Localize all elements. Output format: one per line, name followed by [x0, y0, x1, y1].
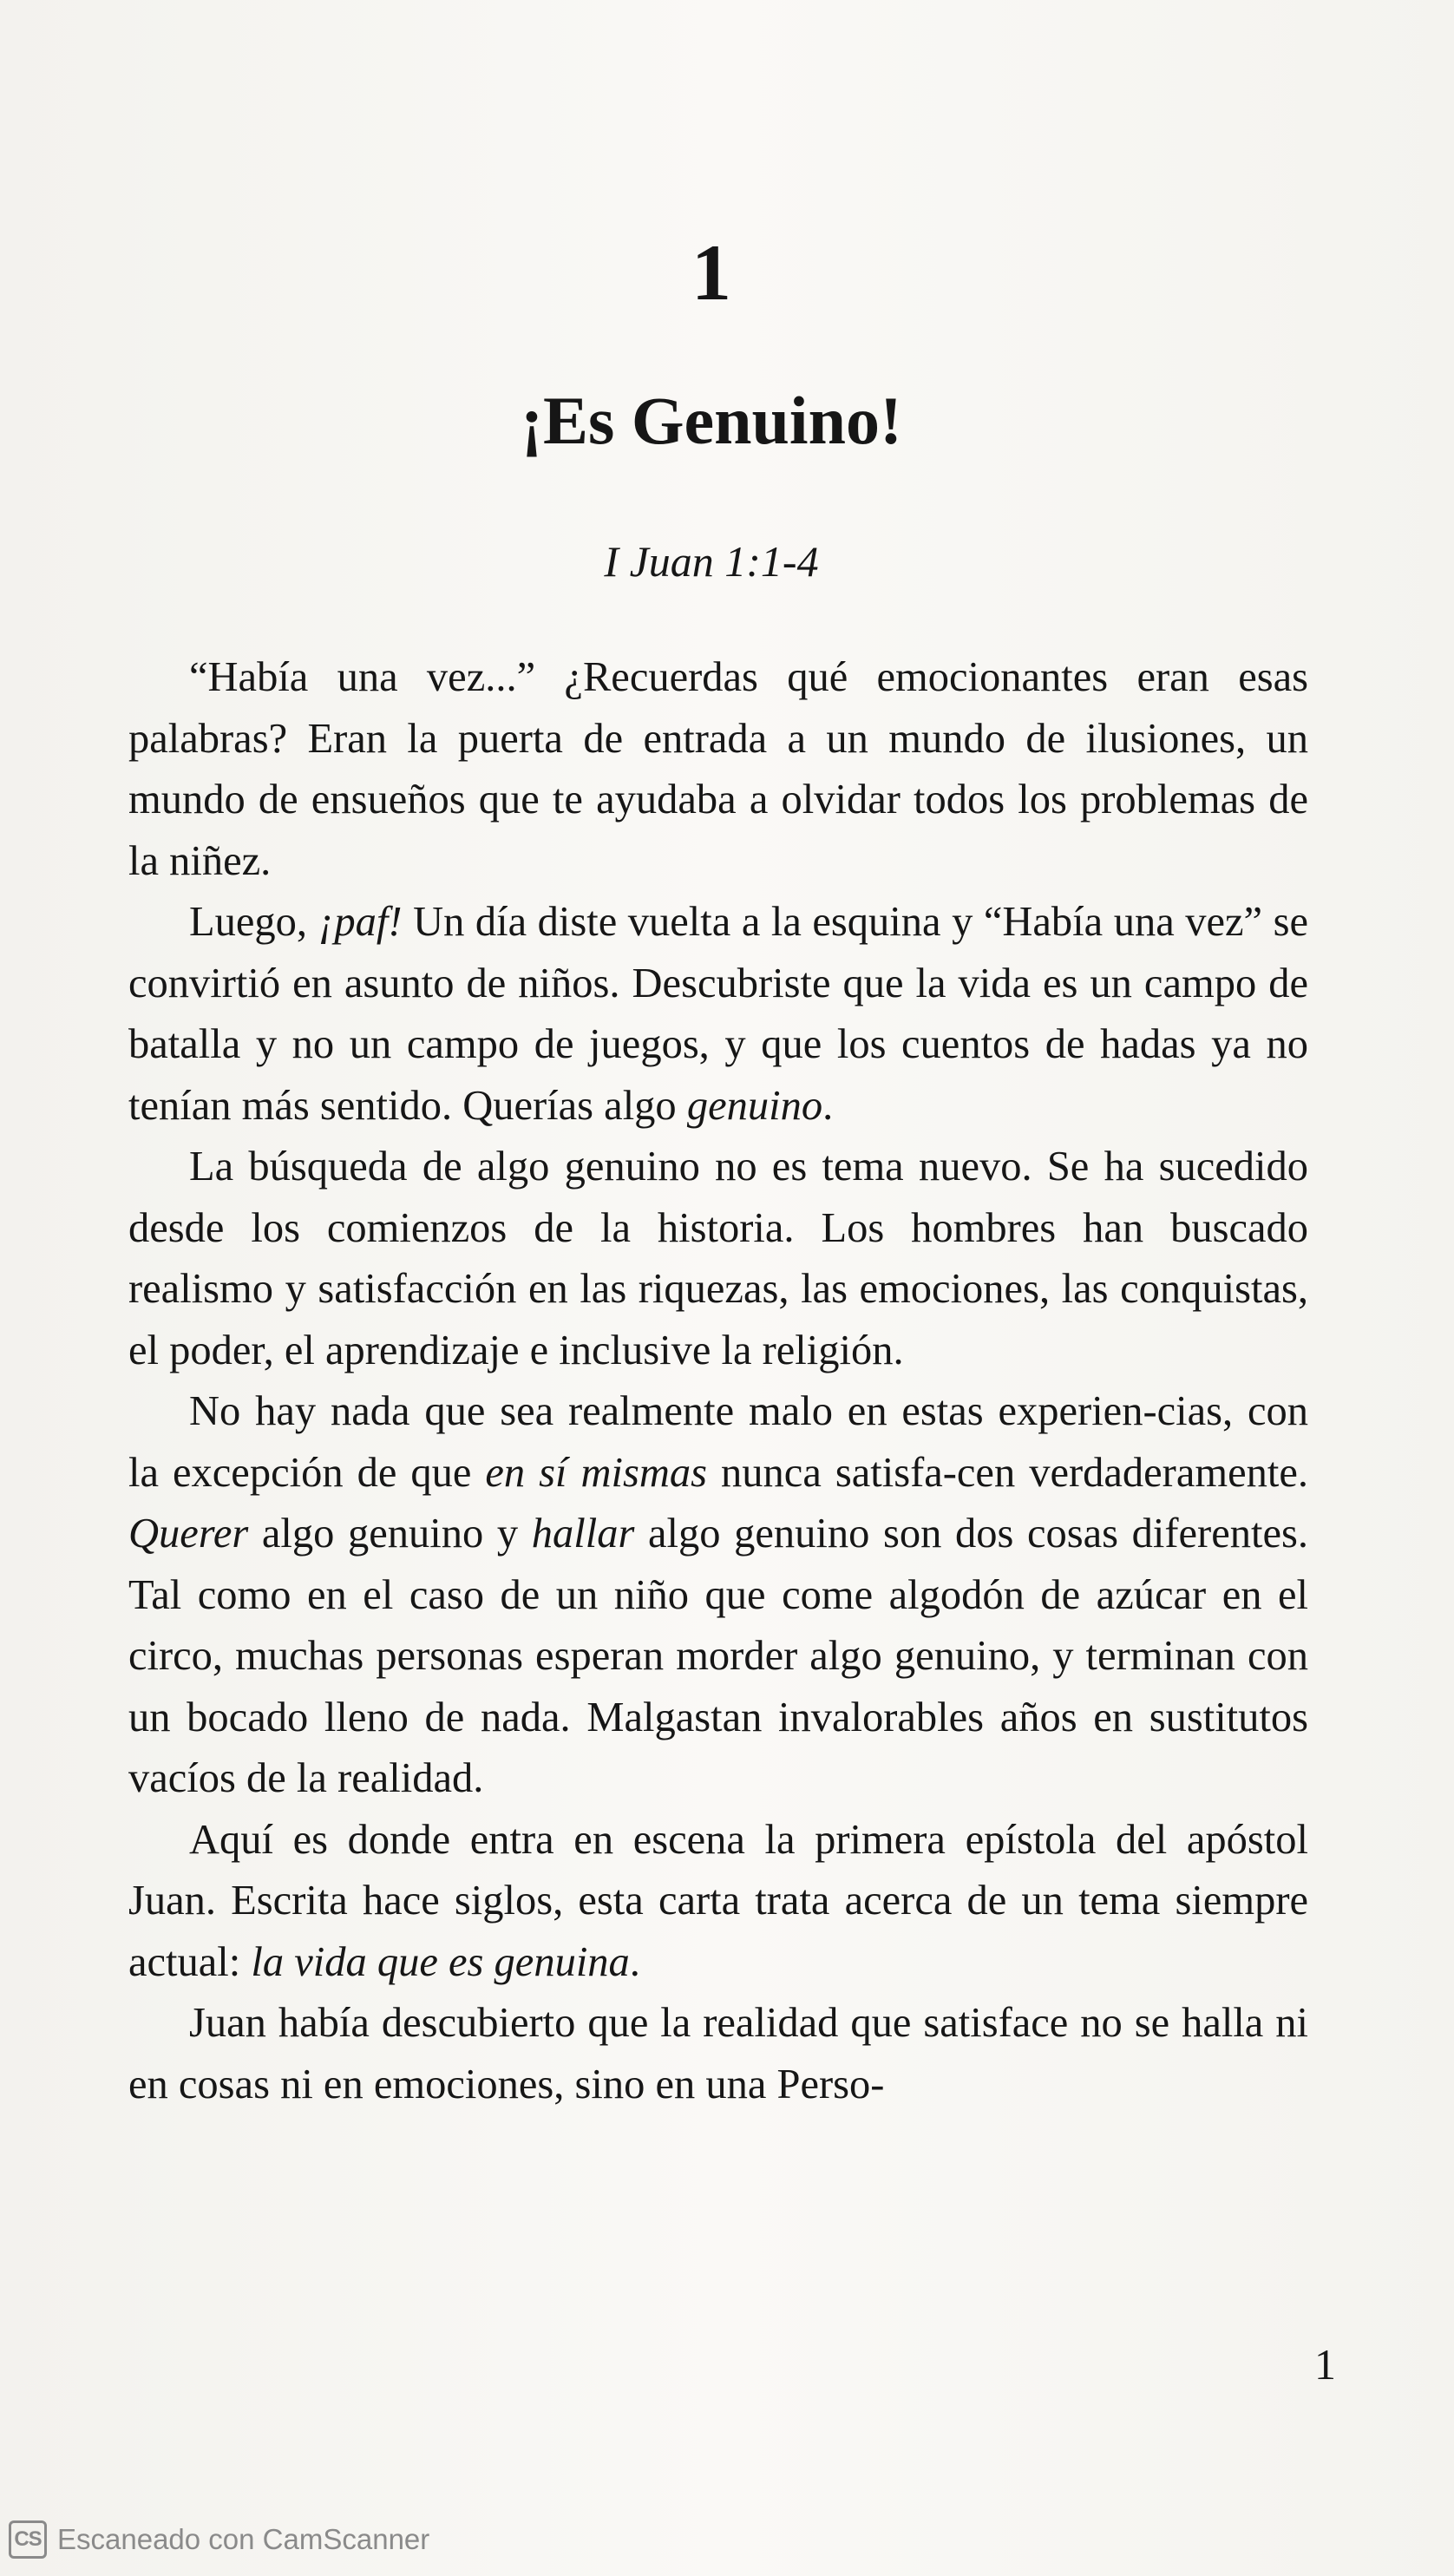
text-run: nunca satisfa-cen verdaderamente.: [707, 1449, 1308, 1496]
page-number: 1: [1314, 2340, 1336, 2389]
text-run: Un día diste vuelta a la esquina y “Había una vez” se convirtió en asunto de niños. Descubriste que la vida es un campo de batalla y no un campo de juegos, y que los cuentos de hadas ya no tenían más sentido. Querías algo: [128, 899, 1308, 1129]
paragraph: [128, 647, 1308, 892]
italic-text: hallar: [531, 1511, 635, 1557]
paragraph: [128, 1810, 1308, 1994]
italic-text: la vida que es genuina: [251, 1938, 630, 1985]
text-run: Luego,: [189, 899, 318, 945]
camscanner-logo-icon: CS: [9, 2520, 47, 2559]
paragraph: [128, 1993, 1308, 2115]
chapter-number: 1: [691, 228, 731, 317]
italic-text: ¡paf!: [318, 899, 403, 945]
paragraph: [128, 892, 1308, 1137]
text-run: algo genuino y: [248, 1511, 532, 1557]
paragraph: [128, 1137, 1308, 1381]
body-text: [128, 647, 1308, 2115]
text-run: La búsqueda de algo genuino no es tema nuevo. Se ha sucedido desde los comienzos de la historia. Los hombres han buscado realismo y satisfacción en las riquezas, las emociones, las conquistas, el poder, el aprendizaje e inclusive la religión.: [128, 1144, 1308, 1373]
text-run: No hay nada que sea realmente malo en estas experien-cias, con la excepción de que: [128, 1388, 1308, 1496]
text-run: .: [629, 1938, 640, 1985]
scripture-reference: I Juan 1:1-4: [604, 537, 819, 586]
text-run: Juan había descubierto que la realidad que satisface no se halla ni en cosas ni en emociones, sino en una Perso-: [128, 2000, 1308, 2107]
italic-text: genuino: [686, 1082, 823, 1129]
italic-text: en sí mismas: [485, 1449, 708, 1496]
text-run: Aquí es donde entra en escena la primera epístola del apóstol Juan. Escrita hace siglos, esta carta trata acerca de un tema siempre actual:: [128, 1816, 1308, 1985]
italic-text: Querer: [128, 1511, 249, 1557]
scanner-watermark: [9, 2520, 429, 2560]
text-run: “Había una vez...” ¿Recuerdas qué emocionantes eran esas palabras? Eran la puerta de entrada a un mundo de ilusiones, un mundo de ensueños que te ayudaba a olvidar todos los problemas de la niñez.: [128, 654, 1308, 884]
paragraph: [128, 1381, 1308, 1810]
text-run: .: [822, 1082, 834, 1129]
chapter-title: ¡Es Genuino!: [521, 383, 902, 458]
text-run: algo genuino son dos cosas diferentes. Tal como en el caso de un niño que come algodón de azúcar en el circo, muchas personas esperan morder algo genuino, y terminan con un bocado lleno de nada. Malgastan invalorables años en sustitutos vacíos de la realidad.: [128, 1511, 1308, 1801]
scanner-watermark-text: Escaneado con CamScanner: [57, 2523, 430, 2555]
